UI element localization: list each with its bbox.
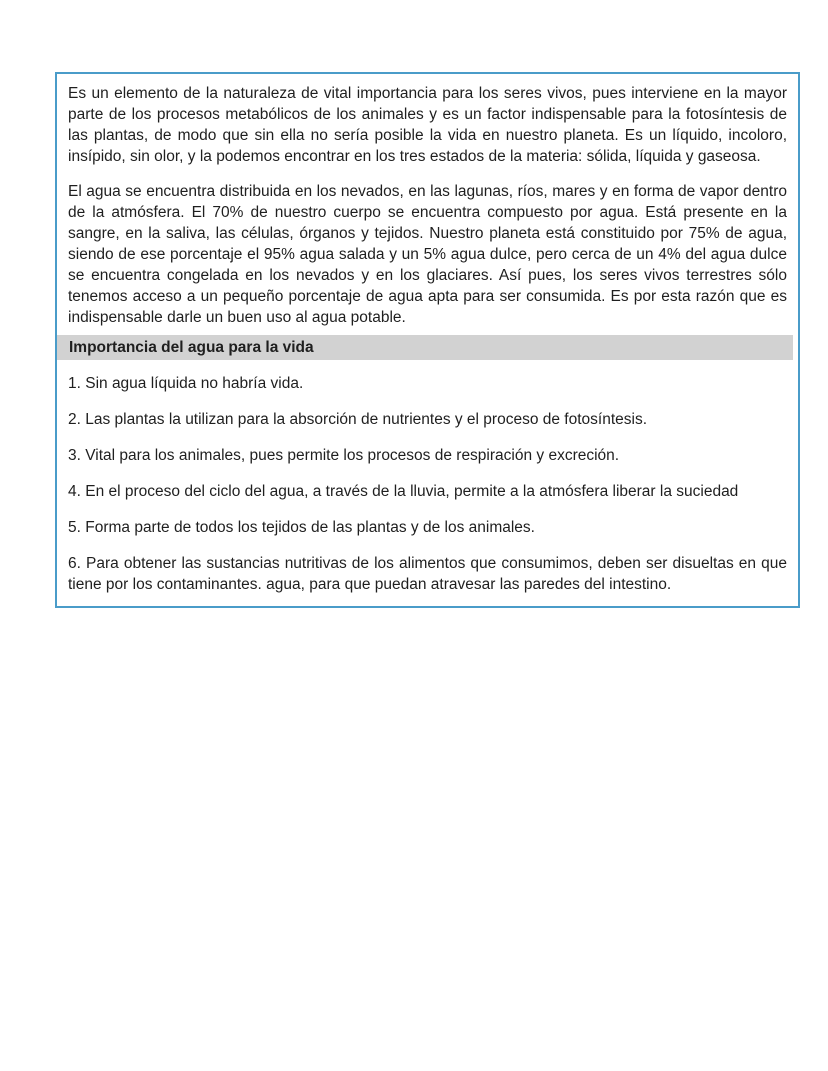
list-item-3: 3. Vital para los animales, pues permite los procesos de respiración y excreción.: [68, 447, 620, 464]
list-item-6: 6. Para obtener las sustancias nutritivas de los alimentos que consumimos, deben ser disueltas en que tiene por los contaminantes. agua, para que puedan atravesar las paredes del intestino.: [68, 555, 787, 593]
list-item-5: 5. Forma parte de todos los tejidos de las plantas y de los animales.: [68, 519, 535, 536]
list-item-4: 4. En el proceso del ciclo del agua, a través de la lluvia, permite a la atmósfera liberar la suciedad: [68, 483, 739, 500]
intro-paragraph: Es un elemento de la naturaleza de vital importancia para los seres vivos, pues interviene en la mayor parte de los procesos metabólicos de los animales y es un factor indispensable para la fotosíntesis de las plantas, de modo que sin ella no sería posible la vida en nuestro planeta. Es un líquido, incoloro, insípido, sin olor, y la podemos encontrar en los tres estados de la materia: sólida, líquida y gaseosa.: [68, 85, 787, 165]
water-text-box: [55, 72, 800, 608]
water-distribution-paragraph: El agua se encuentra distribuida en los nevados, en las lagunas, ríos, mares y en forma de vapor dentro de la atmósfera. El 70% de nuestro cuerpo se encuentra compuesto por agua. Está presente en la sangre, en la saliva, las células, órganos y tejidos. Nuestro planeta está constituido por 75% de agua, siendo de ese porcentaje el 95% agua salada y un 5% agua dulce, pero cerca de un 4% del agua dulce se encuentra congelada en los nevados y en los glaciares. Así pues, los seres vivos terrestres sólo tenemos acceso a un pequeño porcentaje de agua apta para ser consumida. Es por esta razón que es indispensable darle un buen uso al agua potable.: [68, 183, 787, 326]
section-heading-importancia: Importancia del agua para la vida: [57, 335, 793, 360]
list-item-1: 1. Sin agua líquida no habría vida.: [68, 375, 304, 392]
list-item-2: 2. Las plantas la utilizan para la absorción de nutrientes y el proceso de fotosíntesis.: [68, 411, 648, 428]
